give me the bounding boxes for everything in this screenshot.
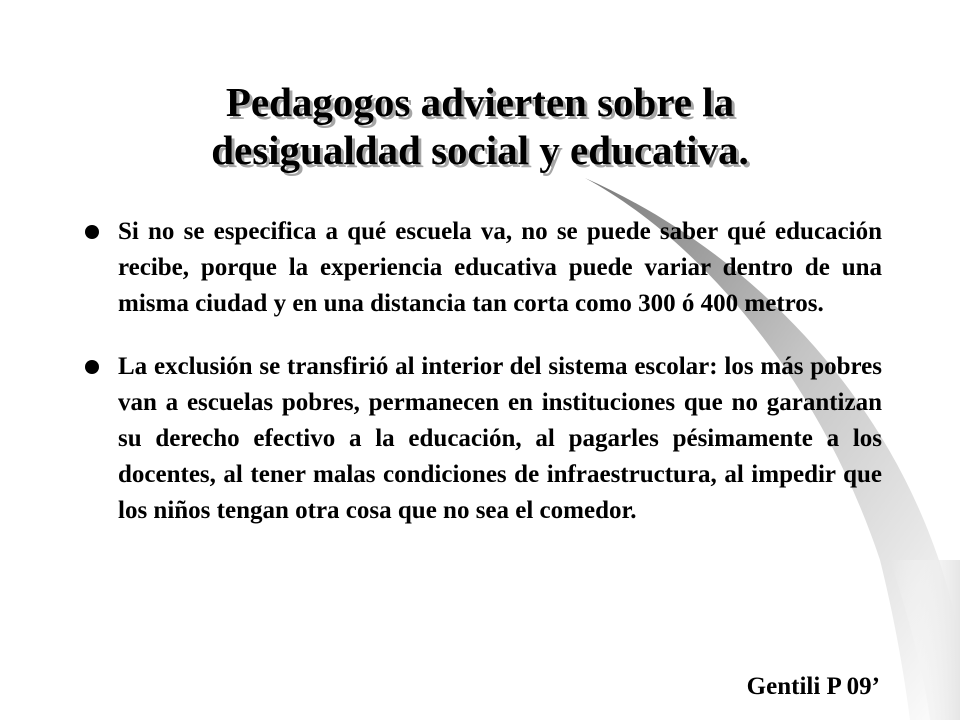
- bullet-dot-icon: [85, 225, 99, 239]
- bullet-item: [80, 214, 882, 322]
- title-line-1: Pedagogos advierten sobre la: [225, 79, 735, 125]
- bullet-item: [80, 349, 882, 529]
- citation: Gentili P 09’: [746, 673, 880, 700]
- slide-title: [100, 78, 860, 174]
- bullet-list: [80, 214, 882, 529]
- bullet-text: La exclusión se transfirió al interior del sistema escolar: los más pobres van a escuelas pobres, permanecen en instituciones que no garantizan su derecho efectivo a la educación, al pagarles pésimamente a los docentes, al tener malas condiciones de infraestructura, al impedir que los niños tengan otra cosa que no sea el comedor.: [118, 353, 882, 524]
- title-line-2: desigualdad social y educativa.: [211, 127, 749, 173]
- bullet-text: Si no se especifica a qué escuela va, no se puede saber qué educación recibe, porque la experiencia educativa puede variar dentro de una misma ciudad y en una distancia tan corta como 300 ó 400 metros.: [118, 218, 882, 317]
- bullet-dot-icon: [85, 360, 99, 374]
